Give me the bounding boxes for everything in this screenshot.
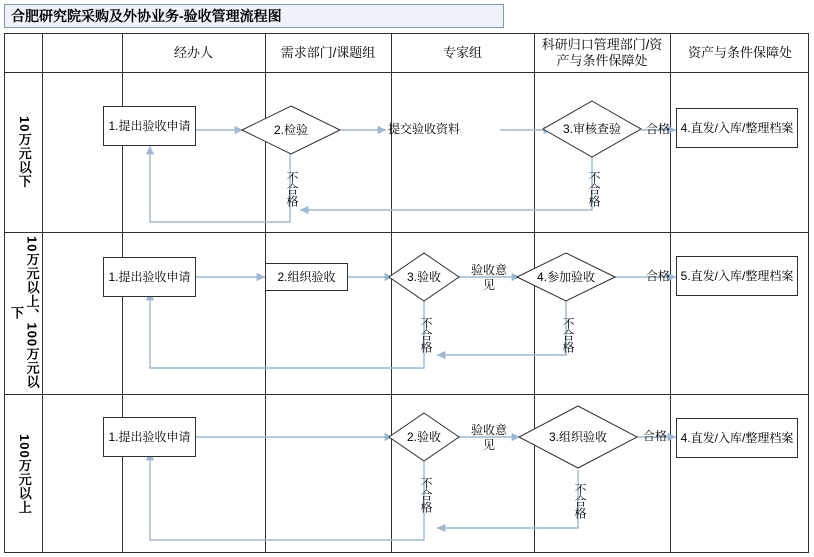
column-header-4-text: 资产与条件保障处 (687, 44, 792, 60)
column-header-0 (122, 34, 265, 72)
column-header-2 (391, 34, 534, 72)
row3-opinion-text: 验收意见 (470, 423, 507, 452)
row3-fail2-text: 不合格 (419, 477, 433, 513)
row1-step3-diamond[interactable] (542, 100, 642, 158)
row3-pass-text: 合格 (643, 429, 668, 443)
row3-step2-text: 2.验收 (406, 429, 441, 444)
row1-step3-text: 3.审核查验 (562, 121, 621, 136)
row-header-2 (5, 394, 43, 554)
col-divider-5 (670, 34, 671, 552)
column-header-4 (670, 34, 810, 72)
row1-step1-box[interactable] (103, 106, 196, 146)
row3-step4-box[interactable] (676, 418, 798, 458)
row3-pass-label (643, 429, 667, 444)
column-header-0-text: 经办人 (173, 44, 213, 60)
page-title-text: 合肥研究院采购及外协业务-验收管理流程图 (11, 8, 282, 24)
row1-submit-text: 提交验收资料 (388, 122, 461, 136)
row-header-1 (5, 232, 43, 394)
row2-step4-text: 4.参加验收 (536, 269, 595, 284)
row3-step4-text: 4.直发/入库/整理档案 (680, 430, 794, 445)
row2-step5-box[interactable] (676, 256, 798, 296)
row2-step2-box[interactable] (265, 263, 348, 291)
row3-fail3-label (572, 474, 587, 528)
row3-fail2-label (418, 468, 433, 522)
row-header-1-text: 10万元以上、100万元以下 (9, 236, 40, 390)
row1-step2-text: 2.检验 (273, 122, 308, 137)
row3-step2-diamond[interactable] (388, 412, 460, 462)
row1-step4-text: 4.直发/入库/整理档案 (680, 120, 794, 135)
row3-step3-diamond[interactable] (518, 405, 638, 469)
row-header-0 (5, 72, 43, 232)
page-title (4, 4, 504, 28)
row2-step1-text: 1.提出验收申请 (108, 269, 191, 284)
row3-step1-text: 1.提出验收申请 (108, 429, 191, 444)
row2-step4-diamond[interactable] (516, 252, 616, 302)
row3-opinion-label (468, 423, 510, 453)
row2-step5-text: 5.直发/入库/整理档案 (680, 268, 794, 283)
row1-step4-box[interactable] (676, 108, 798, 148)
row2-pass-text: 合格 (646, 269, 671, 283)
row1-submit-label (388, 122, 460, 137)
row2-fail4-label (560, 308, 575, 362)
row2-fail4-text: 不合格 (561, 317, 575, 353)
row2-pass-label (646, 269, 670, 284)
row-header-0-text: 10万元以下 (16, 115, 32, 189)
row1-pass-label (646, 122, 670, 137)
row2-step3-diamond[interactable] (388, 252, 460, 302)
column-header-2-text: 专家组 (442, 44, 482, 60)
row1-step1-text: 1.提出验收申请 (108, 118, 191, 133)
row1-fail3-text: 不合格 (587, 171, 601, 207)
row3-step3-text: 3.组织验收 (548, 429, 607, 444)
row2-fail3-text: 不合格 (419, 317, 433, 353)
row3-step1-box[interactable] (103, 417, 196, 457)
column-header-1-text: 需求部门/课题组 (280, 44, 376, 60)
row2-fail3-label (418, 308, 433, 362)
column-header-3-text: 科研归口管理部门/资产与条件保障处 (541, 36, 663, 68)
column-header-3 (534, 34, 670, 72)
row2-step2-text: 2.组织验收 (277, 269, 336, 284)
row1-step2-diamond[interactable] (241, 105, 341, 155)
row1-fail2-label (284, 162, 299, 216)
row-divider-2 (5, 394, 808, 395)
row2-step3-text: 3.验收 (406, 269, 441, 284)
row1-pass-text: 合格 (646, 122, 671, 136)
row1-fail2-text: 不合格 (285, 171, 299, 207)
row-header-2-text: 100万元以上 (16, 433, 32, 515)
row-divider-1 (5, 232, 808, 233)
header-divider (5, 72, 808, 73)
column-header-1 (265, 34, 391, 72)
row3-fail3-text: 不合格 (573, 483, 587, 519)
row2-step1-box[interactable] (103, 257, 196, 297)
row1-fail3-label (586, 162, 601, 216)
row2-opinion-label (468, 263, 510, 293)
row2-opinion-text: 验收意见 (470, 263, 507, 292)
